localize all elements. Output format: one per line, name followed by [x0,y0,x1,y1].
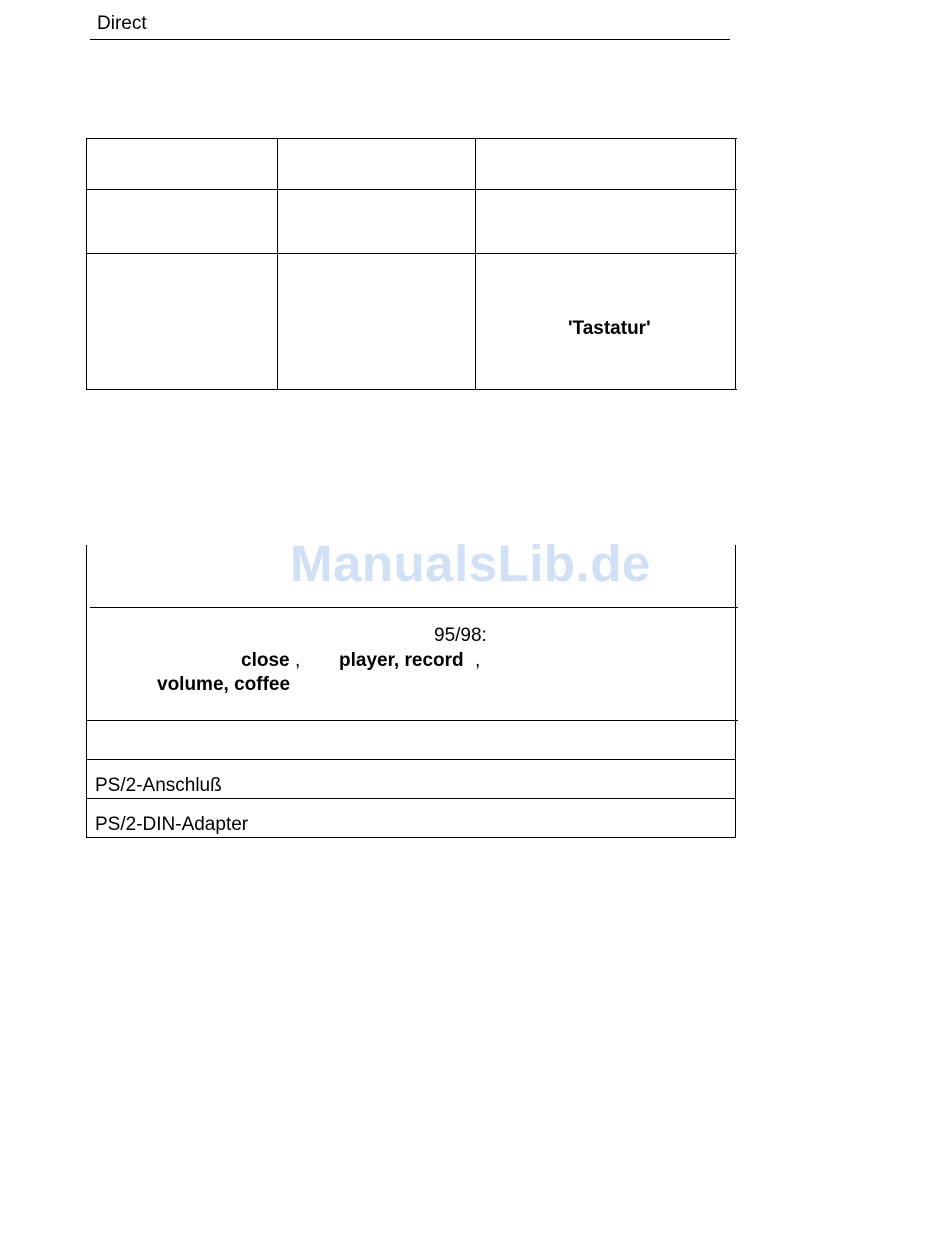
table-2-row-divider [90,607,738,608]
table-1-row-divider [86,253,737,254]
header-rule [90,39,730,40]
table-2-row-divider [86,720,738,721]
close-key-label: close [241,650,290,671]
table-2-row-divider [86,759,736,760]
table-2-left-border [86,545,87,837]
table-1-right-border [735,138,736,390]
table-1-bottom-border [86,389,737,390]
comma: , [475,650,481,671]
table-1-tastatur-label: 'Tastatur' [568,318,651,339]
page-header-title: Direct [97,13,147,34]
table-2-row-divider [86,798,736,799]
table-1-top-border [86,138,737,139]
player-record-keys-label: player, record [339,650,464,671]
os-version-label: 95/98: [434,625,487,646]
table-1-left-border [86,138,87,390]
comma: , [295,650,301,671]
watermark-logo: ManualsLib.de [290,535,651,592]
table-2-bottom-border [86,837,736,838]
volume-coffee-keys-label: volume, coffee [157,674,291,695]
table-1-column-divider [277,138,278,390]
table-1-column-divider [475,138,476,390]
table-2-right-border [735,545,736,837]
ps2-connector-label: PS/2-Anschluß [95,775,222,796]
table-1-row-divider [86,189,737,190]
ps2-din-adapter-label: PS/2-DIN-Adapter [95,814,249,835]
